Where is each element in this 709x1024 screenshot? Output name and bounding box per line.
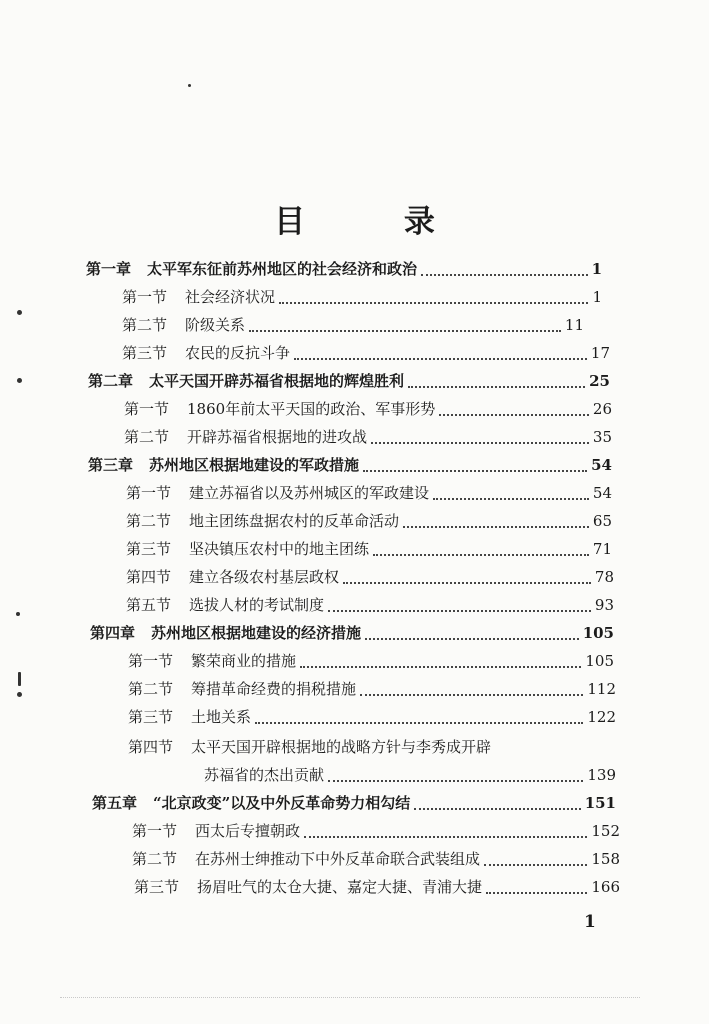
leader-dots [373,546,589,556]
leader-dots [249,322,561,332]
toc-section-row [128,734,616,760]
toc-section-row [122,312,584,338]
toc-continuation-row [204,762,616,788]
toc-section-row [134,874,620,900]
toc-page-number: 71 [592,540,612,558]
toc-label: 第五章 [92,794,138,812]
leader-dots [328,602,591,612]
leader-dots [486,884,587,894]
toc-page-number: 17 [590,344,610,362]
toc-text: 苏州地区根据地建设的军政措施 [149,456,360,474]
leader-dots [304,828,587,838]
toc-text: 土地关系 [191,708,252,726]
toc-text: 坚决镇压农村中的地主团练 [189,540,370,558]
toc-text: 1860年前太平天国的政治、军事形势 [187,400,436,418]
toc-text: 建立各级农村基层政权 [189,568,340,586]
leader-dots [371,434,589,444]
toc-chapter-row [92,790,616,816]
toc-label: 第四节 [126,568,172,586]
toc-section-row [132,818,620,844]
leader-dots [255,714,583,724]
leader-dots [300,658,581,668]
toc-text: 农民的反抗斗争 [185,344,291,362]
toc-page-number: 122 [587,708,616,726]
toc-label: 第三节 [134,878,180,896]
toc-label: 第一节 [124,400,170,418]
toc-section-row [126,564,614,590]
toc-text: 筹措革命经费的捐税措施 [191,680,357,698]
leader-dots [433,490,589,500]
toc-label: 第一章 [86,260,132,278]
toc-page-number: 54 [591,456,612,474]
toc-label: 第二节 [126,512,172,530]
toc-text: 苏福省的杰出贡献 [204,766,325,784]
leader-dots [294,350,587,360]
toc-page-number: 1 [591,260,602,278]
leader-dots [414,800,580,810]
toc-text: 选拔人材的考试制度 [189,596,325,614]
toc-page-number: 139 [587,766,616,784]
toc-label: 第三节 [126,540,172,558]
toc-label: 第三章 [88,456,134,474]
toc-section-row [128,704,616,730]
leader-dots [363,462,587,472]
toc-page-number: 152 [591,822,620,840]
toc-page-number: 78 [594,568,614,586]
toc-section-row [124,424,612,450]
page-title: 目 录 [274,204,479,240]
toc-chapter-row [90,620,614,646]
toc-chapter-row [86,256,602,282]
toc-page-number: 93 [594,596,614,614]
scan-speck [18,672,21,686]
toc-label: 第二章 [88,372,134,390]
toc-text: 苏州地区根据地建设的经济措施 [151,624,362,642]
toc-text: 在苏州士绅推动下中外反革命联合武装组成 [195,850,481,868]
toc-section-row [128,676,616,702]
scan-speck [16,612,20,616]
toc-text: 太平天国开辟根据地的战略方针与李秀成开辟 [191,738,492,756]
toc-label: 第五节 [126,596,172,614]
toc-label: 第一节 [132,822,178,840]
toc-text: 建立苏福省以及苏州城区的军政建设 [189,484,430,502]
leader-dots [360,686,583,696]
toc-label: 第四节 [128,738,174,756]
toc-text: 繁荣商业的措施 [191,652,297,670]
toc-text: 西太后专擅朝政 [195,822,301,840]
toc-text: 太平天国开辟苏福省根据地的辉煌胜利 [149,372,405,390]
toc-label: 第四章 [90,624,136,642]
toc-section-row [124,396,612,422]
toc-page-number: 151 [584,794,616,812]
toc-label: 第三节 [122,344,168,362]
page-number: 1 [584,912,596,932]
toc-label: 第二节 [122,316,168,334]
leader-dots [403,518,589,528]
leader-dots [343,574,591,584]
toc-page-number: 105 [582,624,614,642]
toc-label: 第一节 [122,288,168,306]
leader-dots [365,630,579,640]
toc-text: “北京政变”以及中外反革命势力相勾结 [153,794,411,812]
leader-dots [279,294,588,304]
toc-text: 阶级关系 [185,316,246,334]
toc-page-number: 166 [591,878,620,896]
toc-label: 第二节 [132,850,178,868]
toc-section-row [126,480,612,506]
toc-label: 第二节 [128,680,174,698]
toc-section-row [126,536,612,562]
toc-page-number: 1 [592,288,602,306]
toc-section-row [128,648,614,674]
toc-label: 第一节 [126,484,172,502]
toc-label: 第三节 [128,708,174,726]
toc-page-number: 158 [591,850,620,868]
toc-chapter-row [88,452,612,478]
toc-text: 扬眉吐气的太仓大捷、嘉定大捷、青浦大捷 [197,878,483,896]
scan-speck [17,378,22,383]
toc-section-row [132,846,620,872]
toc-section-row [126,592,614,618]
toc-chapter-row [88,368,610,394]
toc-page-number: 25 [589,372,610,390]
toc-page-number: 35 [592,428,612,446]
scan-speck [188,84,191,87]
toc-section-row [122,284,602,310]
toc-page-number: 26 [592,400,612,418]
toc-label: 第二节 [124,428,170,446]
leader-dots [421,266,588,276]
scan-speck [17,692,22,697]
toc-page-number: 65 [592,512,612,530]
toc-section-row [122,340,610,366]
toc-page-number: 112 [587,680,616,698]
toc-page-number: 105 [585,652,614,670]
toc-section-row [126,508,612,534]
toc-text: 社会经济状况 [185,288,276,306]
toc-page-number: 54 [592,484,612,502]
toc-text: 地主团练盘据农村的反革命活动 [189,512,400,530]
toc-text: 开辟苏福省根据地的进攻战 [187,428,368,446]
toc-text: 太平军东征前苏州地区的社会经济和政治 [147,260,418,278]
leader-dots [408,378,585,388]
leader-dots [484,856,587,866]
leader-dots [328,772,583,782]
scan-edge-noise [60,996,640,998]
leader-dots [439,406,589,416]
toc-label: 第一节 [128,652,174,670]
scan-speck [17,310,22,315]
toc-page-number: 11 [564,316,584,334]
